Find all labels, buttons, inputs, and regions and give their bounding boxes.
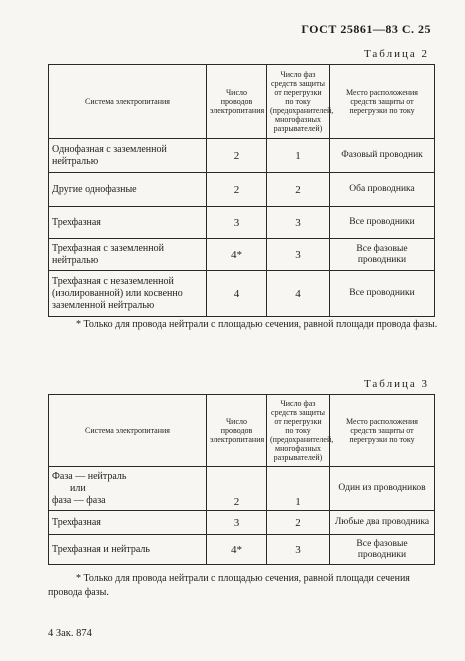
header-place: Место расположения средств защиты от перегрузки по току (330, 65, 435, 139)
table-3-label: Таблица 3 (363, 378, 429, 390)
header-system: Система электропитания (49, 395, 207, 467)
phases-cell: 1 (267, 467, 330, 511)
header-place: Место расположения средств защиты от перегрузки по току (330, 395, 435, 467)
place-cell: Один из проводников (330, 467, 435, 511)
system-cell: Трехфазная с заземленной нейтралью (49, 239, 207, 271)
table-3-footnote: * Только для провода нейтрали с площадью сечения, равной площади сечения провода фазы. (48, 573, 410, 598)
page-footer: 4 Зак. 874 (48, 628, 92, 639)
header-phases: Число фаз средств защиты от перегрузки по току (предохранителей, многофазных разрывателей) (267, 395, 330, 467)
table-2 (48, 64, 435, 317)
conductors-cell: 2 (207, 139, 267, 173)
conductors-cell: 4* (207, 239, 267, 271)
phases-cell: 3 (267, 239, 330, 271)
place-cell: Все проводники (330, 207, 435, 239)
header-conductors: Число проводов электропитания (207, 395, 267, 467)
table-row (49, 467, 435, 511)
phases-cell: 3 (267, 207, 330, 239)
place-cell: Любые два проводника (330, 511, 435, 535)
system-cell: Другие однофазные (49, 173, 207, 207)
header-system: Система электропитания (49, 65, 207, 139)
system-cell: Трехфазная с незаземленной (изолированной) или косвенно заземленной нейтралью (49, 271, 207, 317)
table-3 (48, 394, 435, 565)
system-cell: Однофазная с заземленной нейтралью (49, 139, 207, 173)
system-line: или (70, 482, 86, 494)
phases-cell: 1 (267, 139, 330, 173)
header-phases: Число фаз средств защиты от перегрузки по току (предохранителей, многофазных разрывателей) (267, 65, 330, 139)
conductors-cell: 4 (207, 271, 267, 317)
place-cell: Все проводники (330, 271, 435, 317)
table-2-footnote: * Только для провода нейтрали с площадью сечения, равной площади провода фазы. (76, 319, 438, 330)
table-row (49, 239, 435, 271)
place-cell: Оба проводника (330, 173, 435, 207)
conductors-cell: 3 (207, 511, 267, 535)
conductors-cell: 2 (207, 173, 267, 207)
conductors-cell: 3 (207, 207, 267, 239)
place-cell: Фазовый проводник (330, 139, 435, 173)
table-row (49, 535, 435, 565)
table-row (49, 271, 435, 317)
place-cell: Все фазовые проводники (330, 535, 435, 565)
table-2-header-row (49, 65, 435, 139)
conductors-cell: 2 (207, 467, 267, 511)
system-line: Фаза — нейтраль (52, 470, 127, 482)
place-cell: Все фазовые проводники (330, 239, 435, 271)
phases-cell: 3 (267, 535, 330, 565)
system-cell: Трехфазная (49, 511, 207, 535)
phases-cell: 4 (267, 271, 330, 317)
phases-cell: 2 (267, 511, 330, 535)
table-row (49, 173, 435, 207)
table-2-label: Таблица 2 (363, 48, 429, 60)
system-line: фаза — фаза (52, 494, 106, 506)
table-row (49, 139, 435, 173)
header-conductors: Число проводов электропитания (207, 65, 267, 139)
conductors-cell: 4* (207, 535, 267, 565)
table-3-header-row (49, 395, 435, 467)
system-cell (49, 467, 207, 511)
phases-cell: 2 (267, 173, 330, 207)
system-cell: Трехфазная (49, 207, 207, 239)
system-cell: Трехфазная и нейтраль (49, 535, 207, 565)
page-header: ГОСТ 25861—83 С. 25 (301, 22, 431, 36)
table-row (49, 511, 435, 535)
table-row (49, 207, 435, 239)
